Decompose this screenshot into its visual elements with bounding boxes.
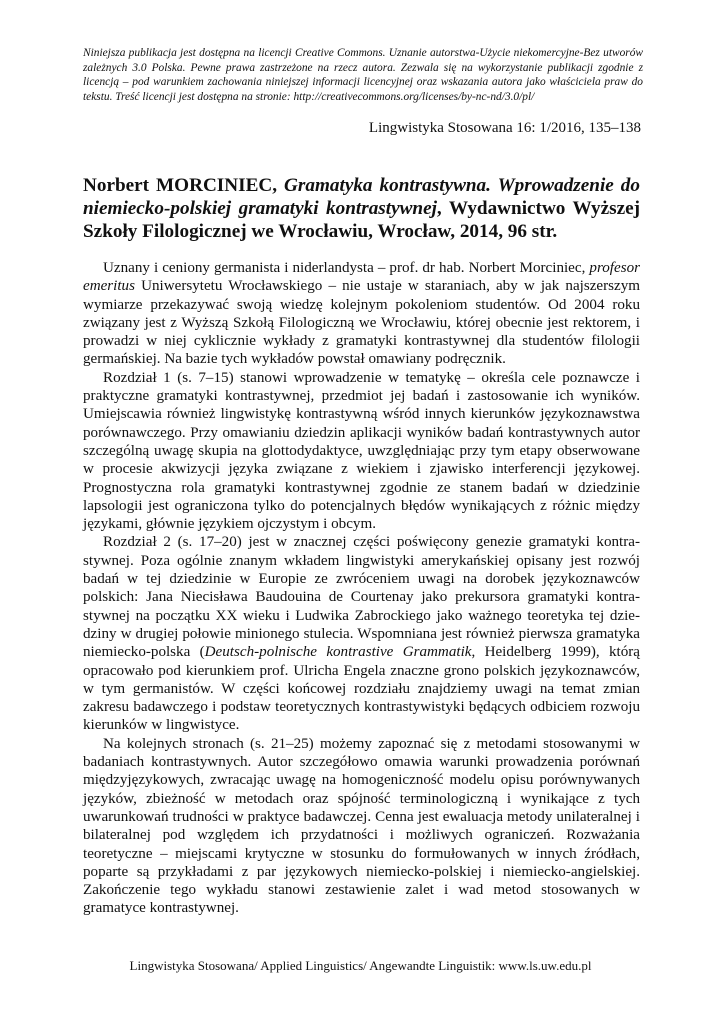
- paragraph-1-text-a: Uznany i ceniony germanista i niderlandysta – prof. dr hab. Norbert Morciniec,: [103, 260, 590, 276]
- paragraph-1-text-b: Uniwersytetu Wrocławskiego – nie ustaje w staraniach, aby w jak najszerszym wymiarze przekazywać swoją wiedzę kolejnym pokoleniom studentów. Od 2004 roku związany jest z Wyższą Szkołą Filologiczną we Wrocławiu, której obecnie jest rektorem, i prowadzi w niej cyklicznie wykłady z gramatyki kontrastywnej dla studentów filologii germańskiej. Na bazie tych wykładów powstał omawiany podręcznik.: [83, 278, 640, 368]
- paragraph-3: [83, 533, 640, 734]
- paragraph-2: Rozdział 1 (s. 7–15) stanowi wprowadzenie w tematykę – określa cele poznawcze i praktyczne gramatyki kontrastywnej, przedmiot jej badań i zastosowanie ich wyników. Umiejscawia również lingwistykę kontrastywną wśród innych kierunków językoznawstwa porównawczego. Przy omawianiu dziedzin aplikacji wyników badań kontrastywnych autor szczególną uwagę skupia na glottodydaktyce, uwzględniając przy tym etapy obserwowane w procesie akwizycji języka związane z wiekiem i zjawisko interferencji językowej. Prognostyczna rola gramatyki kontrastywnej zgodnie ze stanem badań w dziedzinie lapsologii jest ograniczona tylko do potencjalnych błędów wynikających z różnic między językami, głównie językiem ojczystym i obcym.: [83, 369, 640, 533]
- page-footer: Lingwistyka Stosowana/ Applied Linguistics/ Angewandte Linguistik: www.ls.uw.edu.pl: [129, 958, 592, 973]
- title-book: Gramatyka kontrastywna. Wprowadzenie do niemiecko-polskiej gramatyki kontrastywnej: [83, 175, 640, 219]
- paragraph-1-italic: profesor emeritus: [83, 260, 640, 295]
- journal-reference: Lingwistyka Stosowana 16: 1/2016, 135–138: [368, 120, 641, 136]
- title-author: Norbert MORCINIEC,: [83, 175, 285, 196]
- title-publisher: , Wydawnictwo Wyższej Szkoły Filologicznej we Wrocławiu, Wrocław, 2014, 96 str.: [83, 198, 640, 242]
- paragraph-3-italic: Deutsch-polnische kontrastive Grammatik: [204, 644, 472, 661]
- license-notice: Niniejsza publikacja jest dostępna na licencji Creative Commons. Uznanie autorstwa-Użycie niekomercyjne-Bez utworów zależnych 3.0 Polska. Pewne prawa zastrzeżone na rzecz autora. Zezwala się na wykorzystanie publikacji zgodnie z licencją – pod warunkiem zachowania niniejszej informacji licencyjnej oraz wskazania autora jako właściciela praw do tekstu. Treść licencji jest dostępna na stronie: http://creativecommons.org/licenses/by-nc-nd/3.0/pl/: [83, 47, 643, 103]
- paragraph-3-text-b: , Heidelberg 1999), którą opracowało pod kierunkiem prof. Ulricha Engela znaczne grono polskich językoznawców, w tym germanistów. W części końcowej rozdziału znajdziemy uwagi na temat zmian zakresu badawczego i podstaw teoretycznych kontrastywistyki będących odbiciem rozwoju kierunków w lingwistyce.: [83, 644, 640, 734]
- paragraph-3-text-a: Rozdział 2 (s. 17–20) jest w znacznej części poświęcony genezie gramatyki kontrastywnej. Poza ogólnie znanym wkładem lingwistyki amerykańskiej opisany jest rozwój badań w tej dziedzinie w Europie ze zwróceniem uwagi na dorobek językoznawców polskich: Jana Niecisława Baudouina de Courtenay jako prekursora gramatyki kontrastywnej na początku XX wieku i Ludwika Zabrockiego jako ważnego teoretyka tej dziedziny w drugiej połowie minionego stulecia. Wspomniana jest również pierwsza gramatyka niemiecko-polska (: [83, 534, 640, 661]
- paragraph-4: Na kolejnych stronach (s. 21–25) możemy zapoznać się z metodami stosowanymi w badaniach kontrastywnych. Autor szczegółowo omawia warunki prowadzenia porównań międzyjęzykowych, zwracając uwagę na homogeniczność modelu opisu porównywanych języków, zbieżność w metodach oraz spójność terminologiczną i wynikające z tych uwarunkowań trudności w praktyce badawczej. Cenna jest ewaluacja metody unilateralnej i bilateralnej pod względem ich przydatności i możliwych ograniczeń. Rozważania teoretyczne – miejscami krytyczne w stosunku do formułowanych w innych źródłach, poparte są przykładami z par językowych niemiecko-polskiej i niemiecko-angielskiej. Zakończenie tego wykładu stanowi zestawienie zalet i wad metod stosowanych w gramatyce kontrastywnej.: [83, 735, 640, 917]
- paragraph-1: [83, 259, 640, 369]
- review-body: [83, 259, 640, 918]
- review-title: [83, 174, 640, 243]
